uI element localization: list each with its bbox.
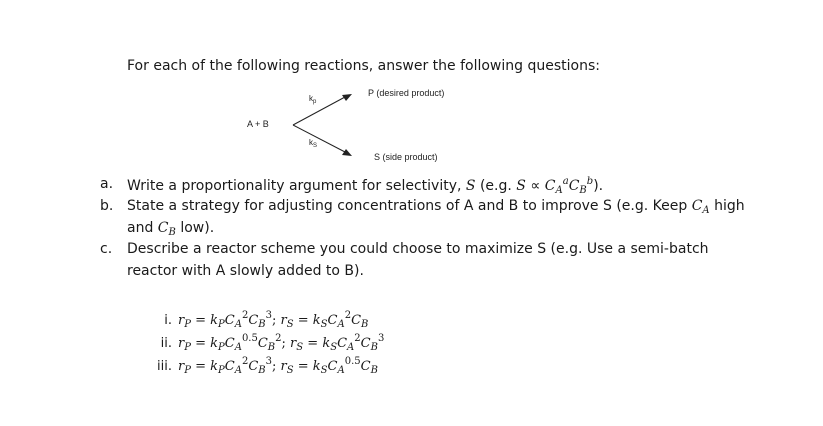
question-b-letter: b. — [100, 198, 114, 214]
rate-law-iii: iii. $r_P = k_PC_A^2C_B^3$; $r_S = k_SC_A^{0.5}C_B$ — [157, 356, 378, 376]
question-c-line1: Describe a reactor scheme you could choose to maximize S (e.g. Use a semi-batch — [127, 241, 709, 257]
question-b-line2: and $C_B$ low). — [127, 220, 215, 238]
side-product-label: S (side product) — [374, 152, 438, 162]
rate-law-ii: ii. $r_P = k_PC_A^{0.5}C_B^2$; $r_S = k_SC_A^2C_B^3$ — [160, 333, 385, 353]
question-b-line1: State a strategy for adjusting concentrations of A and B to improve S (e.g. Keep $C_A$ high — [127, 198, 745, 216]
arrow-side-head — [342, 149, 352, 156]
desired-product-label: P (desired product) — [368, 88, 445, 98]
question-a-text: Write a proportionality argument for selectivity, S (e.g. $S \propto C_A^aC_B^b$). — [127, 176, 604, 196]
k-desired-label: $k_p$ — [309, 94, 317, 105]
arrow-desired-line — [293, 97, 345, 125]
intro-text: For each of the following reactions, answer the following questions: — [127, 58, 600, 74]
arrow-side-line — [293, 125, 345, 152]
reactants-label: A + B — [247, 119, 269, 129]
question-c-letter: c. — [100, 241, 113, 257]
k-side-label: $k_S$ — [309, 138, 318, 149]
question-a-letter: a. — [100, 176, 114, 192]
question-c-line2: reactor with A slowly added to B). — [127, 263, 364, 279]
rate-law-i: i. $r_P = k_PC_A^2C_B^3$; $r_S = k_SC_A^2C_B$ — [164, 310, 369, 330]
